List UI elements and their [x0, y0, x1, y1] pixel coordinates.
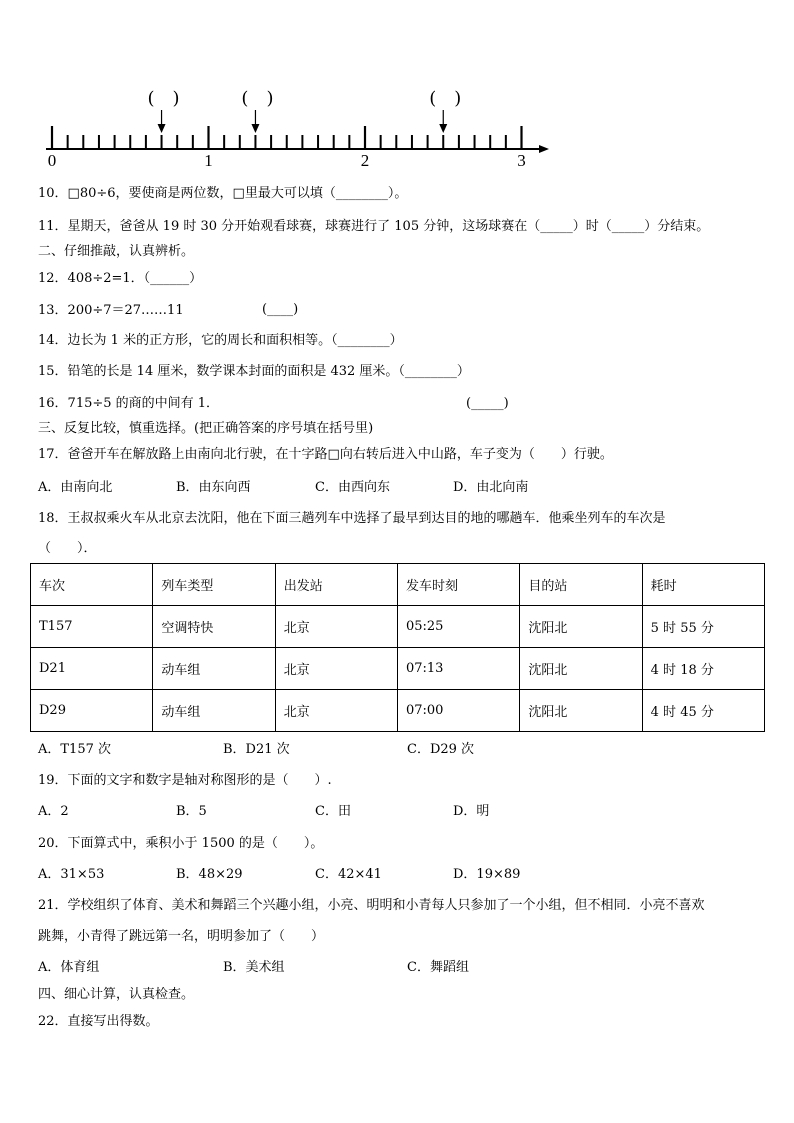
option-d: D．19×89 [453, 867, 521, 882]
section-3-heading: 三、反复比较，慎重选择。(把正确答案的序号填在括号里) [38, 421, 374, 436]
table-row [31, 690, 765, 732]
question-16-blank: (_____) [466, 396, 509, 411]
table-cell: 动车组 [153, 648, 275, 690]
section-4-heading: 四、细心计算，认真检查。 [38, 987, 195, 1002]
table-header-cell: 出发站 [275, 564, 397, 606]
table-header-cell: 耗时 [642, 564, 764, 606]
table-cell: 空调特快 [153, 606, 275, 648]
table-cell: 07:13 [397, 648, 519, 690]
train-schedule-table [30, 563, 765, 732]
pointer-arrow-head [439, 124, 447, 133]
table-cell: 沈阳北 [520, 690, 642, 732]
table-cell: 北京 [275, 606, 397, 648]
table-cell: 沈阳北 [520, 606, 642, 648]
number-line-figure [0, 80, 794, 170]
table-cell: D29 [31, 690, 153, 732]
table-cell: 5 时 55 分 [642, 606, 764, 648]
option-d: D．由北向南 [453, 480, 529, 495]
option-b: B．由东向西 [176, 480, 251, 495]
option-d: D．明 [453, 804, 490, 819]
option-b: B．美术组 [223, 960, 285, 975]
table-header-cell: 列车类型 [153, 564, 275, 606]
question-12: 12．408÷2=1．（______） [38, 271, 203, 286]
pointer-arrow-head [251, 124, 259, 133]
blank-parentheses: ( ) [429, 88, 462, 109]
option-a: A．体育组 [38, 960, 100, 975]
question-14: 14．边长为 1 米的正方形，它的周长和面积相等。（________） [38, 333, 403, 348]
table-header-row [31, 564, 765, 606]
option-b: B．D21 次 [223, 742, 290, 757]
option-a: A．T157 次 [38, 742, 112, 757]
table-cell: T157 [31, 606, 153, 648]
table-cell: 4 时 45 分 [642, 690, 764, 732]
table-row [31, 648, 765, 690]
option-b: B．48×29 [176, 867, 243, 882]
option-a: A．2 [38, 804, 69, 819]
tick-label: 3 [517, 151, 526, 170]
question-18-line-1: 18．王叔叔乘火车从北京去沈阳，他在下面三趟列车中选择了最早到达目的地的哪趟车．他乘坐列车的车次是 [38, 511, 666, 526]
option-a: A．由南向北 [38, 480, 113, 495]
question-22: 22．直接写出得数。 [38, 1014, 159, 1029]
question-15: 15．铅笔的长是 14 厘米，数学课本封面的面积是 432 厘米。（________） [38, 364, 470, 379]
table-cell: 沈阳北 [520, 648, 642, 690]
question-18-line-2: （ ）． [38, 541, 97, 556]
option-c: C．舞蹈组 [407, 960, 469, 975]
question-11: 11．星期天，爸爸从 19 时 30 分开始观看球赛，球赛进行了 105 分钟，这场球赛在（_____）时（_____）分结束。 [38, 219, 710, 234]
tick-label: 2 [360, 151, 370, 170]
blank-parentheses: ( ) [241, 88, 274, 109]
question-19: 19．下面的文字和数字是轴对称图形的是（ ）. [38, 773, 332, 788]
table-cell: 4 时 18 分 [642, 648, 764, 690]
tick-label: 1 [204, 151, 213, 170]
option-a: A．31×53 [38, 867, 105, 882]
question-17: 17．爸爸开车在解放路上由南向北行驶，在十字路□向右转后进入中山路，车子变为（ ）行驶。 [38, 447, 613, 462]
pointer-arrow-head [158, 124, 166, 133]
option-c: C．田 [315, 804, 351, 819]
table-cell: 07:00 [397, 690, 519, 732]
table-cell: 05:25 [397, 606, 519, 648]
tick-label: 0 [47, 151, 57, 170]
table-row [31, 606, 765, 648]
question-13-blank: (____) [262, 302, 299, 317]
question-16: 16．715÷5 的商的中间有 1． [38, 396, 220, 411]
number-line-arrowhead [539, 145, 549, 153]
table-cell: 北京 [275, 690, 397, 732]
table-cell: 北京 [275, 648, 397, 690]
question-21-line-1: 21．学校组织了体育、美术和舞蹈三个兴趣小组，小亮、明明和小青每人只参加了一个小组，但不相同．小亮不喜欢 [38, 898, 705, 913]
blank-parentheses: ( ) [147, 88, 180, 109]
table-header-cell: 车次 [31, 564, 153, 606]
table-header-cell: 发车时刻 [397, 564, 519, 606]
table-cell: 动车组 [153, 690, 275, 732]
question-20: 20．下面算式中，乘积小于 1500 的是（ ）。 [38, 836, 324, 851]
question-10: 10．□80÷6，要使商是两位数，□里最大可以填（________）。 [38, 186, 408, 201]
section-2-heading: 二、仔细推敲，认真辨析。 [38, 244, 195, 259]
question-21-line-2: 跳舞，小青得了跳远第一名，明明参加了（ ） [38, 929, 325, 944]
table-header-cell: 目的站 [520, 564, 642, 606]
option-b: B．5 [176, 804, 207, 819]
option-c: C．由西向东 [315, 480, 390, 495]
table-cell: D21 [31, 648, 153, 690]
option-c: C．42×41 [315, 867, 382, 882]
question-13: 13．200÷7＝27……11 [38, 303, 184, 318]
option-c: C．D29 次 [407, 742, 475, 757]
